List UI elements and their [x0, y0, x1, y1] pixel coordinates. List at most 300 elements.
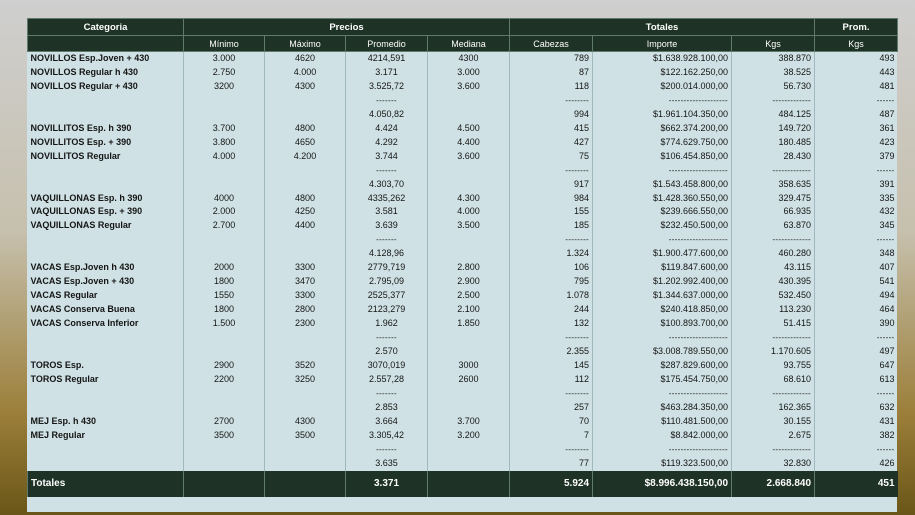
- cell-importe: $287.829.600,00: [593, 359, 732, 373]
- header-prom: Prom.: [815, 19, 898, 36]
- cell-cabezas: 257: [510, 401, 593, 415]
- header-importe: Importe: [593, 36, 732, 52]
- cell-categoria: VAQUILLONAS Esp. + 390: [30, 206, 143, 217]
- cell-cabezas: 155: [510, 205, 593, 219]
- cell-categoria: [28, 108, 184, 122]
- cell-categoria: VAQUILLONAS Regular: [30, 220, 132, 231]
- cell-promedio: 4.292: [346, 136, 428, 150]
- table-row: [28, 150, 898, 164]
- cell-importe: --------------------: [593, 164, 732, 178]
- totals-cell: [428, 471, 510, 497]
- cell-minimo: 3.700: [184, 122, 265, 136]
- cell-importe: $1.202.992.400,00: [593, 275, 732, 289]
- cell-categoria: VACAS Conserva Inferior: [30, 318, 139, 329]
- cell-prom-kgs: 613: [815, 373, 898, 387]
- cell-categoria: NOVILLOS Esp.Joven + 430: [30, 53, 150, 63]
- cell-promedio: 2.557,28: [346, 373, 428, 387]
- cell-categoria: VACAS Esp.Joven + 430: [30, 276, 135, 287]
- table-row: [28, 289, 898, 303]
- totals-cell: [265, 471, 346, 497]
- cell-maximo: 2300: [265, 317, 346, 331]
- cell-minimo: [184, 108, 265, 122]
- table-row: [28, 303, 898, 317]
- cell-importe: --------------------: [593, 387, 732, 401]
- table-row: [28, 401, 898, 415]
- cell-kgs: 66.935: [732, 205, 815, 219]
- table-row: [28, 275, 898, 289]
- cell-categoria: NOVILLITOS Regular: [30, 150, 121, 161]
- cell-prom-kgs: 487: [815, 108, 898, 122]
- cell-minimo: [184, 345, 265, 359]
- cell-prom-kgs: 632: [815, 401, 898, 415]
- cell-cabezas: --------: [510, 94, 593, 108]
- cell-mediana: [428, 94, 510, 108]
- cell-prom-kgs: 494: [815, 289, 898, 303]
- cell-kgs: 1.170.605: [732, 345, 815, 359]
- cell-kgs: -------------: [732, 233, 815, 247]
- cell-mediana: 2600: [428, 373, 510, 387]
- cell-importe: $200.014.000,00: [593, 80, 732, 94]
- cell-promedio: 4.303,70: [346, 178, 428, 192]
- cell-categoria: VACAS Esp.Joven h 430: [30, 262, 135, 273]
- header-maximo: Máximo: [265, 36, 346, 52]
- cell-promedio: 3.581: [346, 205, 428, 219]
- cell-maximo: 4650: [265, 136, 346, 150]
- cell-importe: $240.418.850,00: [593, 303, 732, 317]
- cell-maximo: [265, 247, 346, 261]
- cell-kgs: 532.450: [732, 289, 815, 303]
- cell-prom-kgs: 345: [815, 219, 898, 233]
- cell-kgs: 358.635: [732, 178, 815, 192]
- cell-promedio: 3.305,42: [346, 429, 428, 443]
- cell-cabezas: 415: [510, 122, 593, 136]
- cell-importe: --------------------: [593, 331, 732, 345]
- cell-prom-kgs: 391: [815, 178, 898, 192]
- cell-maximo: [265, 457, 346, 471]
- cell-mediana: [428, 247, 510, 261]
- cell-cabezas: 917: [510, 178, 593, 192]
- cell-promedio: 3.639: [346, 219, 428, 233]
- cell-promedio: 2.570: [346, 345, 428, 359]
- cell-prom-kgs: ------: [815, 331, 898, 345]
- cell-importe: $1.543.458.800,00: [593, 178, 732, 192]
- cell-kgs: 43.115: [732, 261, 815, 275]
- cell-maximo: [265, 345, 346, 359]
- cell-minimo: 2.000: [184, 205, 265, 219]
- cell-kgs: 162.365: [732, 401, 815, 415]
- cell-promedio: 3.635: [346, 457, 428, 471]
- table-row: [28, 457, 898, 471]
- totals-row: [28, 471, 898, 497]
- cell-mediana: [428, 164, 510, 178]
- cell-kgs: 113.230: [732, 303, 815, 317]
- cell-maximo: 4620: [265, 52, 346, 66]
- cell-importe: $1.428.360.550,00: [593, 192, 732, 206]
- cell-maximo: 4300: [265, 415, 346, 429]
- cell-cabezas: 77: [510, 457, 593, 471]
- separator-row: [28, 233, 898, 247]
- cell-promedio: 3070,019: [346, 359, 428, 373]
- table-body: [28, 52, 898, 471]
- cell-importe: $119.847.600,00: [593, 261, 732, 275]
- table-row: [28, 205, 898, 219]
- table-row: [28, 219, 898, 233]
- cell-cabezas: 7: [510, 429, 593, 443]
- cell-promedio: 4.424: [346, 122, 428, 136]
- table-row: [28, 80, 898, 94]
- cell-maximo: [265, 178, 346, 192]
- cell-mediana: 4.300: [428, 192, 510, 206]
- table-row: [28, 122, 898, 136]
- totals-kgs: 2.668.840: [732, 471, 815, 497]
- cell-minimo: [184, 401, 265, 415]
- table-row: [28, 317, 898, 331]
- cell-promedio: -------: [346, 443, 428, 457]
- header-mediana: Mediana: [428, 36, 510, 52]
- cell-mediana: 3.200: [428, 429, 510, 443]
- cell-prom-kgs: 335: [815, 192, 898, 206]
- cell-minimo: [184, 94, 265, 108]
- table-row: [28, 108, 898, 122]
- cell-categoria: [28, 247, 184, 261]
- cell-mediana: [428, 233, 510, 247]
- totals-importe: $8.996.438.150,00: [593, 471, 732, 497]
- totals-cabezas: 5.924: [510, 471, 593, 497]
- cell-prom-kgs: 390: [815, 317, 898, 331]
- header-cabezas: Cabezas: [510, 36, 593, 52]
- cell-cabezas: 994: [510, 108, 593, 122]
- cell-importe: $175.454.750,00: [593, 373, 732, 387]
- cell-prom-kgs: 407: [815, 261, 898, 275]
- cell-cabezas: --------: [510, 387, 593, 401]
- cell-importe: $8.842.000,00: [593, 429, 732, 443]
- cell-prom-kgs: 431: [815, 415, 898, 429]
- cell-importe: $662.374.200,00: [593, 122, 732, 136]
- cell-importe: $239.666.550,00: [593, 205, 732, 219]
- cell-minimo: 2900: [184, 359, 265, 373]
- cell-mediana: 1.850: [428, 317, 510, 331]
- cell-categoria: [28, 233, 184, 247]
- cell-prom-kgs: ------: [815, 233, 898, 247]
- cell-kgs: 32.830: [732, 457, 815, 471]
- cell-minimo: 2.750: [184, 66, 265, 80]
- table-row: [28, 373, 898, 387]
- cell-prom-kgs: ------: [815, 164, 898, 178]
- cell-minimo: 2200: [184, 373, 265, 387]
- cell-kgs: 30.155: [732, 415, 815, 429]
- cell-maximo: 4.000: [265, 66, 346, 80]
- cell-kgs: -------------: [732, 331, 815, 345]
- cell-minimo: [184, 331, 265, 345]
- cell-mediana: 2.500: [428, 289, 510, 303]
- cell-importe: $106.454.850,00: [593, 150, 732, 164]
- header-kgs-total: Kgs: [732, 36, 815, 52]
- cell-maximo: [265, 331, 346, 345]
- cell-kgs: -------------: [732, 94, 815, 108]
- cell-maximo: 3250: [265, 373, 346, 387]
- cell-mediana: [428, 387, 510, 401]
- cell-mediana: [428, 443, 510, 457]
- cell-mediana: 3.500: [428, 219, 510, 233]
- cell-mediana: 2.100: [428, 303, 510, 317]
- header-precios: Precios: [184, 19, 510, 36]
- cell-categoria: [28, 387, 184, 401]
- cell-importe: $1.638.928.100,00: [593, 52, 732, 66]
- cell-maximo: 4300: [265, 80, 346, 94]
- totals-prom-kgs: 451: [815, 471, 898, 497]
- cell-cabezas: 70: [510, 415, 593, 429]
- cell-importe: $1.900.477.600,00: [593, 247, 732, 261]
- cell-cabezas: 145: [510, 359, 593, 373]
- cell-importe: --------------------: [593, 94, 732, 108]
- price-summary-table: [27, 18, 897, 512]
- cell-categoria: NOVILLITOS Esp. h 390: [30, 122, 132, 133]
- cell-promedio: 2123,279: [346, 303, 428, 317]
- cell-prom-kgs: 541: [815, 275, 898, 289]
- cell-categoria: NOVILLOS Regular + 430: [30, 80, 138, 91]
- cell-cabezas: 75: [510, 150, 593, 164]
- cell-kgs: 56.730: [732, 80, 815, 94]
- header-promedio: Promedio: [346, 36, 428, 52]
- separator-row: [28, 387, 898, 401]
- totals-label: Totales: [28, 471, 184, 497]
- cell-minimo: 1800: [184, 275, 265, 289]
- cell-prom-kgs: 426: [815, 457, 898, 471]
- cell-importe: $100.893.700,00: [593, 317, 732, 331]
- cell-cabezas: 1.324: [510, 247, 593, 261]
- cell-categoria: NOVILLOS Regular h 430: [30, 66, 139, 77]
- table-row: [28, 136, 898, 150]
- cell-maximo: 4800: [265, 192, 346, 206]
- cell-maximo: 2800: [265, 303, 346, 317]
- cell-minimo: 3200: [184, 80, 265, 94]
- cell-maximo: [265, 108, 346, 122]
- cell-mediana: 2.800: [428, 261, 510, 275]
- cell-importe: $774.629.750,00: [593, 136, 732, 150]
- cell-minimo: 2.700: [184, 219, 265, 233]
- cell-importe: --------------------: [593, 443, 732, 457]
- cell-kgs: 149.720: [732, 122, 815, 136]
- cell-minimo: [184, 164, 265, 178]
- cell-mediana: [428, 345, 510, 359]
- cell-promedio: 4.128,96: [346, 247, 428, 261]
- cell-categoria: [28, 178, 184, 192]
- cell-mediana: [428, 331, 510, 345]
- header-categoria: Categoria: [28, 19, 184, 36]
- cell-importe: $232.450.500,00: [593, 219, 732, 233]
- cell-promedio: 3.171: [346, 66, 428, 80]
- cell-mediana: 4300: [428, 52, 510, 66]
- cell-cabezas: 427: [510, 136, 593, 150]
- table-row: [28, 345, 898, 359]
- cell-categoria: VAQUILLONAS Esp. h 390: [30, 192, 143, 203]
- cell-promedio: 3.525,72: [346, 80, 428, 94]
- cell-kgs: 388.870: [732, 52, 815, 66]
- cell-maximo: [265, 233, 346, 247]
- cell-kgs: 38.525: [732, 66, 815, 80]
- cell-minimo: 1550: [184, 289, 265, 303]
- cell-importe: $3.008.789.550,00: [593, 345, 732, 359]
- cell-cabezas: --------: [510, 233, 593, 247]
- cell-minimo: 3.000: [184, 52, 265, 66]
- cell-categoria: [28, 401, 184, 415]
- cell-importe: $119.323.500,00: [593, 457, 732, 471]
- cell-mediana: 3.600: [428, 80, 510, 94]
- cell-kgs: 329.475: [732, 192, 815, 206]
- cell-kgs: 28.430: [732, 150, 815, 164]
- cell-mediana: [428, 401, 510, 415]
- totals-cell: [184, 471, 265, 497]
- cell-mediana: 3000: [428, 359, 510, 373]
- cell-categoria: NOVILLITOS Esp. + 390: [30, 136, 132, 147]
- cell-cabezas: 106: [510, 261, 593, 275]
- table-row: [28, 415, 898, 429]
- cell-minimo: 3500: [184, 429, 265, 443]
- cell-cabezas: 795: [510, 275, 593, 289]
- cell-mediana: [428, 178, 510, 192]
- cell-cabezas: 118: [510, 80, 593, 94]
- cell-promedio: 4.050,82: [346, 108, 428, 122]
- cell-prom-kgs: ------: [815, 387, 898, 401]
- cell-mediana: 2.900: [428, 275, 510, 289]
- cell-prom-kgs: 493: [815, 52, 898, 66]
- cell-categoria: [28, 443, 184, 457]
- cell-minimo: 4.000: [184, 150, 265, 164]
- cell-kgs: 430.395: [732, 275, 815, 289]
- cell-prom-kgs: 443: [815, 66, 898, 80]
- cell-importe: $122.162.250,00: [593, 66, 732, 80]
- cell-minimo: [184, 443, 265, 457]
- cell-mediana: 4.500: [428, 122, 510, 136]
- cell-cabezas: 1.078: [510, 289, 593, 303]
- cell-cabezas: 87: [510, 66, 593, 80]
- cell-cabezas: 132: [510, 317, 593, 331]
- cell-prom-kgs: 647: [815, 359, 898, 373]
- header-row-groups: [28, 19, 898, 36]
- cell-cabezas: --------: [510, 164, 593, 178]
- cell-prom-kgs: 379: [815, 150, 898, 164]
- cell-mediana: [428, 457, 510, 471]
- cell-importe: $463.284.350,00: [593, 401, 732, 415]
- cell-prom-kgs: 432: [815, 205, 898, 219]
- table-row: [28, 359, 898, 373]
- cell-promedio: 1.962: [346, 317, 428, 331]
- cell-prom-kgs: ------: [815, 443, 898, 457]
- cell-promedio: -------: [346, 331, 428, 345]
- cell-minimo: 3.800: [184, 136, 265, 150]
- cell-minimo: [184, 178, 265, 192]
- table-row: [28, 178, 898, 192]
- table-row: [28, 429, 898, 443]
- cell-kgs: -------------: [732, 387, 815, 401]
- cell-importe: --------------------: [593, 233, 732, 247]
- table-row: [28, 52, 898, 66]
- cell-cabezas: 244: [510, 303, 593, 317]
- cell-categoria: [28, 331, 184, 345]
- cell-importe: $1.344.637.000,00: [593, 289, 732, 303]
- cell-kgs: -------------: [732, 443, 815, 457]
- cell-maximo: [265, 164, 346, 178]
- cell-categoria: MEJ Esp. h 430: [30, 415, 97, 426]
- cell-minimo: [184, 387, 265, 401]
- cell-categoria: TOROS Esp.: [30, 359, 84, 370]
- cell-importe: $110.481.500,00: [593, 415, 732, 429]
- cell-maximo: [265, 443, 346, 457]
- table-row: [28, 247, 898, 261]
- cell-maximo: 3520: [265, 359, 346, 373]
- cell-categoria: MEJ Regular: [30, 429, 86, 440]
- cell-mediana: 3.600: [428, 150, 510, 164]
- cell-prom-kgs: 423: [815, 136, 898, 150]
- cell-cabezas: 984: [510, 192, 593, 206]
- separator-row: [28, 94, 898, 108]
- cell-maximo: [265, 401, 346, 415]
- cell-mediana: 3.000: [428, 66, 510, 80]
- cell-promedio: 2779,719: [346, 261, 428, 275]
- cell-maximo: 3500: [265, 429, 346, 443]
- separator-row: [28, 443, 898, 457]
- cell-prom-kgs: 481: [815, 80, 898, 94]
- cell-categoria: [28, 345, 184, 359]
- table-row: [28, 261, 898, 275]
- cell-minimo: [184, 233, 265, 247]
- cell-minimo: [184, 457, 265, 471]
- cell-promedio: 4335,262: [346, 192, 428, 206]
- cell-minimo: 2000: [184, 261, 265, 275]
- cell-categoria: VACAS Conserva Buena: [30, 304, 135, 315]
- cell-categoria: [28, 94, 184, 108]
- cell-categoria: VACAS Regular: [30, 290, 98, 301]
- cell-cabezas: 2.355: [510, 345, 593, 359]
- separator-row: [28, 164, 898, 178]
- cell-kgs: 484.125: [732, 108, 815, 122]
- totals-promedio: 3.371: [346, 471, 428, 497]
- cell-kgs: 63.870: [732, 219, 815, 233]
- cell-mediana: 4.400: [428, 136, 510, 150]
- cell-prom-kgs: 464: [815, 303, 898, 317]
- cell-maximo: 3470: [265, 275, 346, 289]
- cell-cabezas: --------: [510, 443, 593, 457]
- cell-minimo: [184, 247, 265, 261]
- cell-prom-kgs: 361: [815, 122, 898, 136]
- cell-cabezas: 789: [510, 52, 593, 66]
- cell-promedio: 2.795,09: [346, 275, 428, 289]
- cell-kgs: 460.280: [732, 247, 815, 261]
- cell-prom-kgs: 497: [815, 345, 898, 359]
- cell-minimo: 1.500: [184, 317, 265, 331]
- cell-prom-kgs: 348: [815, 247, 898, 261]
- cell-categoria: [28, 164, 184, 178]
- cell-importe: $1.961.104.350,00: [593, 108, 732, 122]
- cell-promedio: 2525,377: [346, 289, 428, 303]
- header-blank: [28, 36, 184, 52]
- cell-maximo: 3300: [265, 261, 346, 275]
- cell-promedio: 3.664: [346, 415, 428, 429]
- cell-promedio: -------: [346, 94, 428, 108]
- cell-promedio: 4214,591: [346, 52, 428, 66]
- cell-maximo: 4800: [265, 122, 346, 136]
- header-kgs-prom: Kgs: [815, 36, 898, 52]
- cell-mediana: 3.700: [428, 415, 510, 429]
- cell-cabezas: 112: [510, 373, 593, 387]
- cell-cabezas: 185: [510, 219, 593, 233]
- cell-kgs: 68.610: [732, 373, 815, 387]
- cell-cabezas: --------: [510, 331, 593, 345]
- cell-minimo: 1800: [184, 303, 265, 317]
- header-row-columns: [28, 36, 898, 52]
- cell-kgs: 51.415: [732, 317, 815, 331]
- cell-kgs: 93.755: [732, 359, 815, 373]
